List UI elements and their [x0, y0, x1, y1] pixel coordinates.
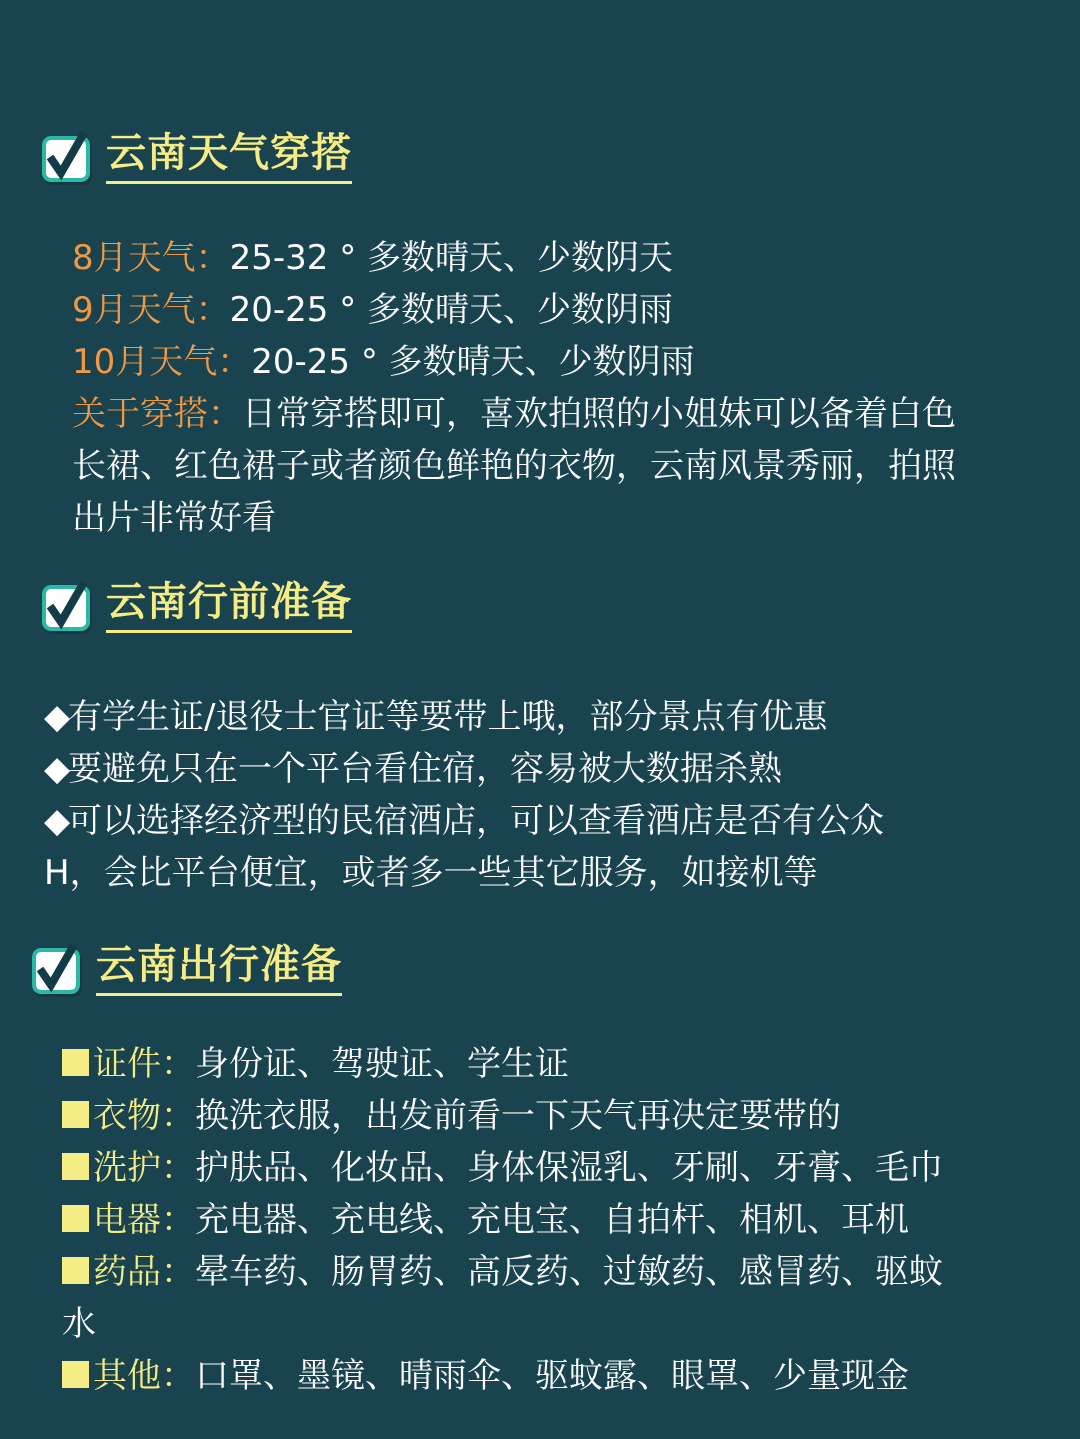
outfit-text-line3: 出片非常好看	[72, 498, 276, 538]
travel-section-title: 云南出行准备	[96, 945, 342, 996]
list-item-continuation: H，会比平台便宜，或者多一些其它服务，如接机等	[44, 853, 818, 893]
outfit-label: 关于穿搭：	[72, 394, 242, 434]
item-label: 其他：	[93, 1356, 195, 1396]
list-item-text: 要避免只在一个平台看住宿，容易被大数据杀熟	[68, 749, 782, 789]
item-value: 晕车药、肠胃药、高反药、过敏药、感冒药、驱蚊	[195, 1252, 943, 1292]
item-value: 口罩、墨镜、晴雨伞、驱蚊露、眼罩、少量现金	[195, 1356, 909, 1396]
yellow-square-marker	[62, 1361, 89, 1388]
item-label: 证件：	[93, 1044, 195, 1084]
yellow-square-marker	[62, 1101, 89, 1128]
weather-section-header	[42, 130, 352, 184]
checkbox-checked-icon	[32, 948, 80, 994]
item-label: 药品：	[93, 1252, 195, 1292]
weather-row-october	[72, 336, 1062, 388]
weather-row-value: 20-25 ° 多数晴天、少数阴雨	[229, 290, 674, 330]
list-item	[44, 743, 1034, 795]
list-item	[62, 1194, 1052, 1246]
yellow-square-marker	[62, 1049, 89, 1076]
travel-section-body	[62, 1038, 1052, 1402]
list-item	[44, 795, 1034, 847]
checkbox-checked-icon	[42, 585, 90, 631]
weather-row-label: 10月天气：	[72, 342, 252, 382]
list-item-text: 有学生证/退役士官证等要带上哦，部分景点有优惠	[68, 697, 828, 737]
weather-row-value: 25-32 ° 多数晴天、少数阴天	[229, 238, 674, 278]
travel-section-header	[32, 942, 342, 996]
list-item	[62, 1246, 1052, 1298]
prep-section-body	[44, 691, 1034, 899]
list-item	[62, 1090, 1052, 1142]
item-value: 换洗衣服，出发前看一下天气再决定要带的	[195, 1096, 841, 1136]
yellow-square-marker	[62, 1153, 89, 1180]
item-label: 洗护：	[93, 1148, 195, 1188]
list-item-text: 可以选择经济型的民宿酒店，可以查看酒店是否有公众	[68, 801, 884, 841]
diamond-bullet: ◆	[44, 697, 71, 737]
weather-row-label: 8月天气：	[72, 238, 230, 278]
item-value: 充电器、充电线、充电宝、自拍杆、相机、耳机	[195, 1200, 909, 1240]
item-label: 电器：	[93, 1200, 195, 1240]
yellow-square-marker	[62, 1257, 89, 1284]
list-item	[62, 1350, 1052, 1402]
weather-row-value: 20-25 ° 多数晴天、少数阴雨	[251, 342, 695, 382]
item-value: 身份证、驾驶证、学生证	[195, 1044, 569, 1084]
diamond-bullet: ◆	[44, 801, 71, 841]
weather-section-title: 云南天气穿搭	[106, 133, 352, 184]
item-value: 护肤品、化妆品、身体保湿乳、牙刷、牙膏、毛巾	[195, 1148, 943, 1188]
outfit-text-line2: 长裙、红色裙子或者颜色鲜艳的衣物，云南风景秀丽，拍照	[72, 446, 956, 486]
checkbox-checked-icon	[42, 136, 90, 182]
weather-row-label: 9月天气：	[72, 290, 230, 330]
prep-section-title: 云南行前准备	[106, 582, 352, 633]
list-item-wrap: 水	[62, 1304, 96, 1344]
list-item	[62, 1142, 1052, 1194]
weather-section-body	[72, 232, 1062, 544]
yellow-square-marker	[62, 1205, 89, 1232]
prep-section-header	[42, 579, 352, 633]
item-label: 衣物：	[93, 1096, 195, 1136]
outfit-row	[72, 388, 1062, 440]
weather-row-august	[72, 232, 1062, 284]
diamond-bullet: ◆	[44, 749, 71, 789]
weather-row-september	[72, 284, 1062, 336]
list-item	[44, 691, 1034, 743]
outfit-text-line1: 日常穿搭即可，喜欢拍照的小姐妹可以备着白色	[242, 394, 956, 434]
list-item	[62, 1038, 1052, 1090]
